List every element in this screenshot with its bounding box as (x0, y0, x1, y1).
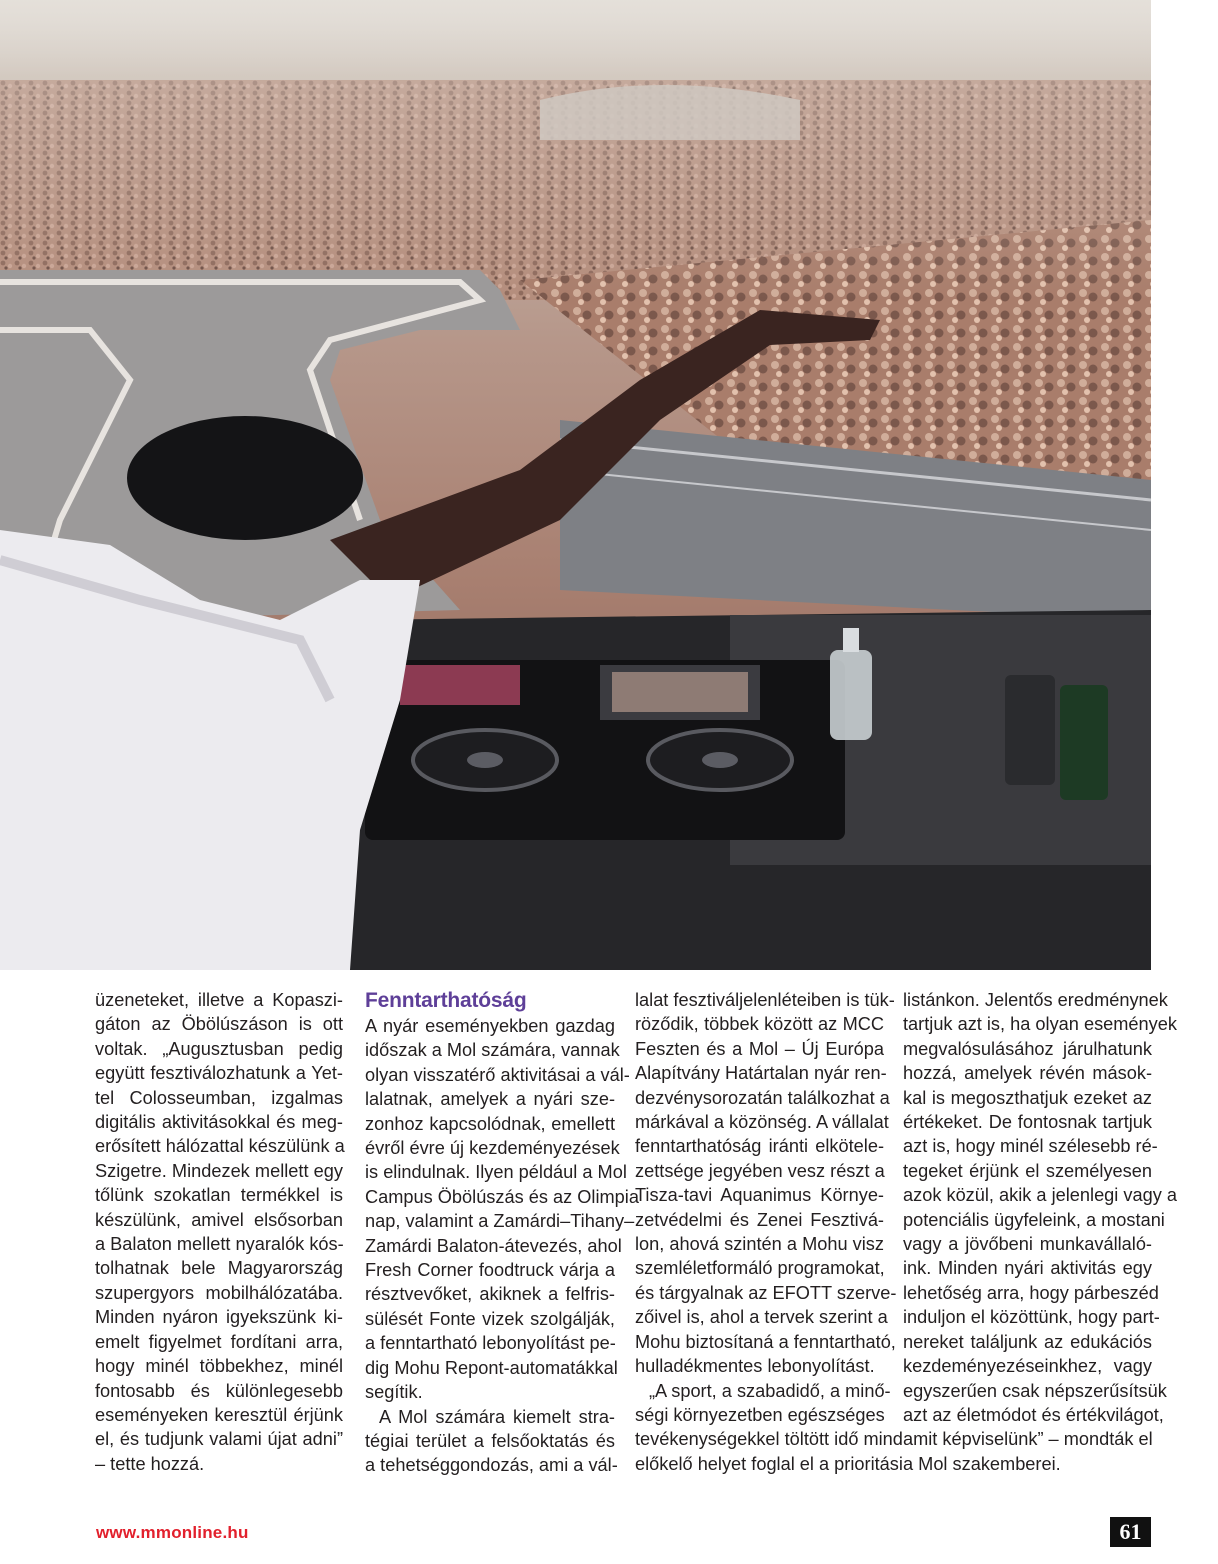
paragraph (95, 988, 343, 1476)
article-column-4 (903, 988, 1177, 1476)
text-line: és tárgyalnak az EFOTT szerve- (635, 1282, 897, 1303)
text-line: digitális aktivitásokkal és meg- (95, 1112, 343, 1133)
text-line: hozzá, amelyek révén mások- (903, 1063, 1152, 1084)
text-line: készülünk, amivel elsősorban (95, 1209, 343, 1230)
text-line: „A sport, a szabadidő, a minő- (649, 1380, 891, 1401)
text-line: el, és tudjunk valami újat adni” (95, 1429, 343, 1450)
text-line: ink. Minden nyári aktivitás egy (903, 1258, 1152, 1279)
text-line: listánkon. Jelentős eredménynek (903, 990, 1168, 1010)
text-line: dig Mohu Repont-automatákkal (365, 1357, 618, 1378)
footer-website-link[interactable]: www.mmonline.hu (96, 1523, 249, 1542)
text-line: is elindulnak. Ilyen például a Mol (365, 1162, 627, 1183)
text-line: Campus Öbölúszás és az Olimpia (365, 1186, 639, 1207)
text-line: szemléletformáló programokat, (635, 1258, 885, 1279)
text-line: tartjuk azt is, ha olyan események (903, 1014, 1177, 1035)
text-line: értékeket. De fontosnak tartjuk (903, 1112, 1152, 1133)
text-line: üzeneteket, illetve a Kopaszi- (95, 990, 343, 1010)
text-line: lalat fesztiváljelenléteiben is tük- (635, 990, 895, 1010)
text-line: segítik. (365, 1382, 423, 1403)
text-line: tevékenységekkel töltött idő mind (635, 1429, 903, 1450)
text-line: tégiai terület a felsőoktatás és (365, 1430, 615, 1451)
paragraph (635, 1379, 903, 1477)
text-line: Mohu biztosítaná a fenntartható, (635, 1331, 896, 1352)
paragraph (635, 988, 897, 1379)
text-line: A nyár eseményekben gazdag (365, 1016, 615, 1036)
text-line: Minden nyáron igyekszünk ki- (95, 1307, 343, 1328)
text-line: tőlünk szokatlan termékkel is (95, 1185, 343, 1206)
text-line: márkával a közönség. A vállalat (635, 1112, 889, 1133)
text-line: azt is, hogy minél szélesebb ré- (903, 1136, 1158, 1157)
text-line: lehetőség arra, hogy párbeszéd (903, 1282, 1159, 1303)
text-line: Fresh Corner foodtruck várja a (365, 1260, 615, 1281)
text-line: röződik, többek között az MCC (635, 1014, 884, 1035)
text-line: lalatnak, amelyek a nyári sze- (365, 1089, 615, 1110)
text-line: tel Colosseumban, izgalmas (95, 1087, 343, 1108)
text-line: a Balaton mellett nyaralók kós- (95, 1234, 344, 1255)
text-line: a Mol szakemberei. (903, 1453, 1061, 1474)
text-line: potenciális ügyfeleink, a mostani (903, 1209, 1165, 1230)
text-line: voltak. „Augusztusban pedig (95, 1038, 343, 1059)
text-line: Feszten és a Mol – Új Európa (635, 1038, 884, 1059)
section-heading: Fenntarthatóság (365, 989, 527, 1012)
text-line: olyan visszatérő aktivitásai a vál- (365, 1064, 630, 1085)
text-line: hogy minél többekhez, minél (95, 1356, 343, 1377)
text-line: gáton az Öbölúszáson is ott (95, 1014, 343, 1035)
text-line: Tisza-tavi Aquanimus Környe- (635, 1185, 884, 1206)
text-line: amit képviselünk” – mondták el (903, 1429, 1153, 1450)
article-body (0, 988, 1218, 1488)
text-line: egyszerűen csak népszerűsítsük (903, 1380, 1167, 1401)
paragraph (903, 988, 1177, 1476)
text-line: fontosabb és különlegesebb (95, 1380, 343, 1401)
article-column-1 (95, 988, 343, 1476)
text-line: Alapítvány Határtalan nyár ren- (635, 1063, 887, 1084)
page-number: 61 (1110, 1517, 1151, 1547)
text-line: együtt fesztiválozhatunk a Yet- (95, 1063, 343, 1084)
text-line: Szigetre. Mindezek mellett egy (95, 1160, 343, 1181)
text-line: tegeket érjünk el személyesen (903, 1160, 1152, 1181)
text-line: megvalósulásához járulhatunk (903, 1038, 1152, 1059)
text-line: Zamárdi Balaton-átevezés, ahol (365, 1235, 622, 1256)
text-line: zőivel is, ahol a tervek szerint a (635, 1307, 888, 1328)
text-line: a tehetséggondozás, ami a vál- (365, 1455, 618, 1476)
text-line: dezvénysorozatán találkozhat a (635, 1087, 890, 1108)
text-line: zettsége jegyében vesz részt a (635, 1160, 885, 1181)
text-line: eseményeken keresztül érjünk (95, 1404, 343, 1425)
paragraph (365, 1014, 639, 1405)
text-line: – tette hozzá. (95, 1453, 205, 1474)
text-line: emelt figyelmet fordítani arra, (95, 1331, 343, 1352)
text-line: azok közül, akik a jelenlegi vagy a (903, 1185, 1177, 1206)
text-line: A Mol számára kiemelt stra- (379, 1406, 615, 1427)
text-line: résztvevőket, akiknek a felfris- (365, 1284, 615, 1305)
text-line: erősített hálózattal készülünk a (95, 1136, 345, 1157)
article-column-3 (635, 988, 903, 1476)
text-line: vagy a jövőbeni munkavállaló- (903, 1234, 1152, 1255)
text-line: sülését Fonte vizek szolgálják, (365, 1308, 615, 1329)
text-line: nereket találjunk az edukációs (903, 1331, 1152, 1352)
text-line: hulladékmentes lebonyolítást. (635, 1356, 875, 1377)
text-line: zetvédelmi és Zenei Fesztivá- (635, 1209, 884, 1230)
text-line: előkelő helyet foglal el a prioritási (635, 1453, 903, 1474)
text-line: zonhoz kapcsolódnak, emellett (365, 1113, 615, 1134)
text-line: lon, ahová szintén a Mohu visz (635, 1234, 884, 1255)
text-line: kezdeményezéseinkhez, vagy (903, 1356, 1152, 1377)
text-line: azt az életmódot és értékvilágot, (903, 1404, 1164, 1425)
text-line: fenntarthatóság iránti elkötele- (635, 1136, 884, 1157)
paragraph (365, 1405, 618, 1478)
text-line: ségi környezetben egészséges (635, 1404, 885, 1425)
text-line: szupergyors mobilhálózatába. (95, 1282, 343, 1303)
text-line: időszak a Mol számára, vannak (365, 1040, 620, 1061)
text-line: évről évre új kezdeményezések (365, 1138, 620, 1159)
text-line: a fenntartható lebonyolítást pe- (365, 1333, 616, 1354)
text-line: nap, valamint a Zamárdi–Tihany– (365, 1211, 635, 1232)
text-line: induljon el közöttünk, hogy part- (903, 1307, 1160, 1328)
text-line: tolhatnak bele Magyarország (95, 1258, 343, 1279)
article-column-2 (365, 988, 639, 1478)
text-line: kal is megoszthatjuk ezeket az (903, 1087, 1152, 1108)
